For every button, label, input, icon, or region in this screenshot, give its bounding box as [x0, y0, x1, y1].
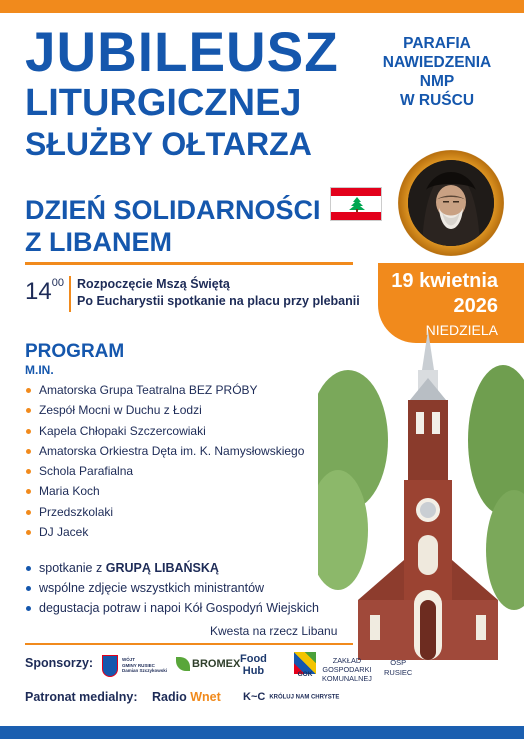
gok-text: GOK: [297, 671, 313, 678]
gmina-line-3: Damian Szczykowski: [122, 668, 168, 673]
zaklad-line-1: ZAKŁAD: [332, 656, 362, 665]
parish-line-4: W RUŚCU: [399, 92, 475, 109]
program-heading: PROGRAM: [25, 341, 125, 362]
program-subheading: M.IN.: [25, 363, 54, 377]
bromex-text: BROMEX: [192, 657, 241, 670]
osp-line-2: RUSIEC: [384, 668, 413, 677]
program-list: [25, 380, 304, 542]
schedule-details: [77, 276, 360, 310]
date-day-month: 19 kwietnia: [391, 270, 498, 292]
wnet-word: Wnet: [190, 690, 221, 704]
subtitle-line-1: DZIEŃ SOLIDARNOŚCI: [25, 195, 321, 225]
date-weekday: NIEDZIELA: [425, 322, 498, 338]
divider-bottom: [25, 643, 353, 645]
krolu-text: KRÓLUJ NAM CHRYSTE: [269, 694, 340, 701]
leaf-icon: [176, 657, 190, 671]
parish-line-1: PARAFIA: [403, 35, 471, 52]
program-item: Zespół Mocni w Duchu z Łodzi: [25, 400, 304, 420]
lebanon-flag-icon: [330, 187, 382, 221]
radio-wnet-logo: [152, 690, 221, 704]
poster-title: [25, 20, 345, 162]
foodhub-line-2: Hub: [242, 665, 265, 677]
extras-item-bold: GRUPĄ LIBAŃSKĄ: [105, 561, 219, 575]
zaklad-line-3: KOMUNALNEJ: [322, 674, 372, 683]
cedar-icon: [348, 197, 366, 212]
top-accent-bar: [0, 0, 524, 13]
program-item: Amatorska Grupa Teatralna BEZ PRÓBY: [25, 380, 304, 400]
foodhub-line-1: Food: [240, 653, 267, 665]
extras-item: [25, 558, 319, 578]
title-line-2: LITURGICZNEJ: [25, 82, 302, 124]
sponsor-gmina-logo: [102, 653, 170, 685]
sponsors-label: Sponsorzy:: [25, 656, 94, 670]
start-minutes: 00: [51, 277, 64, 289]
bottom-accent-bar: [0, 726, 524, 739]
schedule-line-1: Rozpoczęcie Mszą Świętą: [77, 277, 230, 291]
osp-line-1: OSP: [390, 658, 407, 667]
church-illustration: [318, 330, 524, 660]
program-item: Kapela Chłopaki Szczercowiaki: [25, 421, 304, 441]
gmina-line-1: WÓJT: [122, 657, 135, 662]
solidarity-subtitle: [25, 194, 321, 258]
time-divider: [69, 276, 71, 312]
schedule-line-2: Po Eucharystii spotkanie na placu przy plebanii: [77, 294, 360, 308]
program-item: Schola Parafialna: [25, 461, 304, 481]
program-item: Maria Koch: [25, 481, 304, 501]
krolu-nam-chryste-logo: [243, 691, 339, 703]
krolu-mark: K~C: [243, 691, 266, 703]
start-time: [25, 278, 64, 306]
start-hour: 14: [25, 278, 52, 305]
extras-item: degustacja potraw i napoi Kół Gospodyń Wiejskich: [25, 598, 319, 618]
saint-portrait: [408, 160, 494, 246]
title-line-3: SŁUŻBY OŁTARZA: [25, 126, 312, 162]
title-line-1: JUBILEUSZ: [25, 20, 339, 83]
subtitle-line-2: Z LIBANEM: [25, 227, 172, 257]
media-patronage-label: Patronat medialny:: [25, 690, 138, 704]
extras-list: [25, 558, 319, 618]
zaklad-line-2: GOSPODARKI: [322, 665, 372, 674]
sponsor-osp-logo: [384, 658, 412, 678]
program-item: Amatorska Orkiestra Dęta im. K. Namysłowskiego: [25, 441, 304, 461]
sponsor-zgk-logo: [322, 656, 372, 683]
program-item: Przedszkolaki: [25, 502, 304, 522]
parish-line-2: NAWIEDZENIA: [382, 54, 492, 71]
collection-note: Kwesta na rzecz Libanu: [210, 624, 338, 638]
parish-line-3: NMP: [419, 73, 455, 90]
radio-word: Radio: [152, 690, 187, 704]
date-year: 2026: [453, 295, 498, 317]
sponsor-bromex-logo: [176, 657, 240, 671]
gmina-line-2: GMINY RUSIEC: [122, 662, 155, 668]
sponsor-foodhub-logo: [240, 653, 267, 677]
extras-item-prefix: spotkanie z: [39, 561, 106, 575]
program-item: DJ Jacek: [25, 522, 304, 542]
divider-top: [25, 262, 353, 265]
extras-item: wspólne zdjęcie wszystkich ministrantów: [25, 578, 319, 598]
sponsor-gok-logo: [294, 652, 316, 680]
parish-name: [358, 34, 516, 110]
crest-icon: [102, 655, 118, 677]
